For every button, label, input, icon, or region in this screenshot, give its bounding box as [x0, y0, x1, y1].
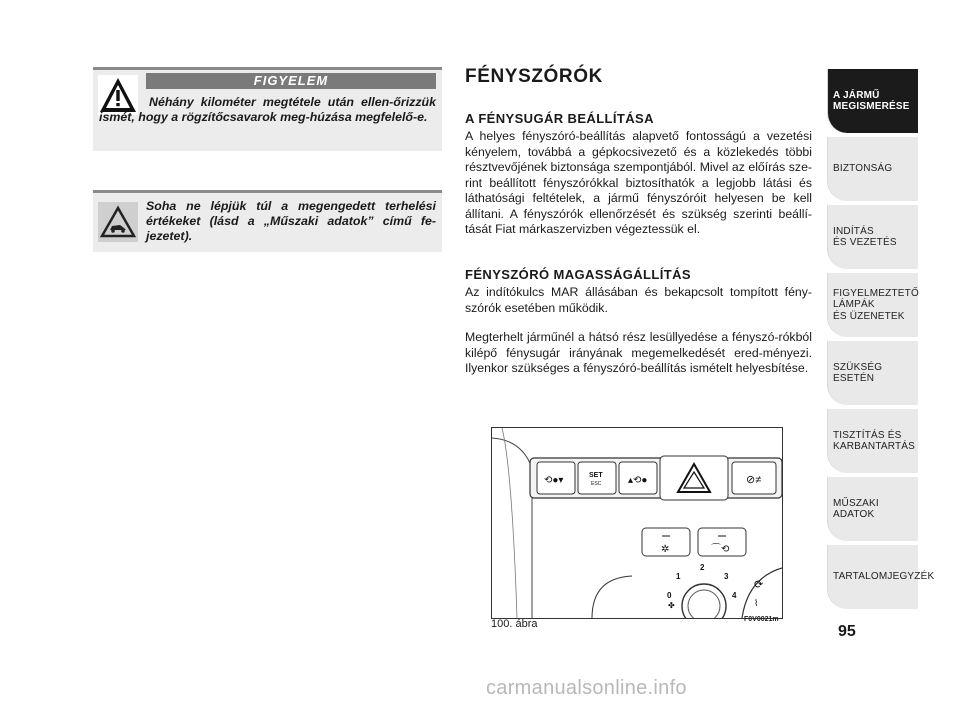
warning-text: Néhány kilométer megtétele után ellen-őrizzük ismét, hogy a rögzítőcsavarok meg-húzása megfelelő-e. [99, 95, 436, 124]
dial-number: 2 [700, 563, 705, 572]
svg-text:✲: ✲ [661, 544, 670, 555]
warning-box-figyelem [93, 67, 442, 151]
svg-text:⌇: ⌇ [754, 598, 759, 608]
svg-text:⟲●▾: ⟲●▾ [544, 475, 564, 486]
svg-text:⌒⟲: ⌒⟲ [711, 544, 730, 555]
tab-safety[interactable]: BIZTONSÁG [827, 137, 918, 201]
page-title: FÉNYSZÓRÓK [465, 66, 603, 87]
dial-number: 4 [732, 591, 737, 600]
paragraph: Az indítókulcs MAR állásában és bekapcsolt tompított fény-szórók esetében működik. [465, 285, 812, 315]
tab-warning-lights[interactable]: FIGYELMEZTETŐ LÁMPÁK ÉS ÜZENETEK [827, 273, 918, 337]
page-number: 95 [838, 623, 856, 640]
figure-code: F0V0021m [744, 616, 779, 623]
car-load-triangle-icon [98, 202, 138, 242]
set-label: SET [589, 472, 603, 479]
tab-vehicle-overview[interactable]: A JÁRMŰ MEGISMERÉSE [827, 69, 918, 133]
tab-technical-data[interactable]: MŰSZAKI ADATOK [827, 477, 918, 541]
section-heading-beam-adjustment: A FÉNYSUGÁR BEÁLLÍTÁSA [465, 111, 654, 126]
tab-emergency[interactable]: SZÜKSÉG ESETÉN [827, 341, 918, 405]
tab-starting-driving[interactable]: INDÍTÁS ÉS VEZETÉS [827, 205, 918, 269]
warning-header: FIGYELEM [146, 73, 436, 89]
svg-text:✤: ✤ [668, 601, 675, 610]
paragraph: A helyes fényszóró-beállítás alapvető fontosságú a vezetési kényelem, továbbá a gépkocsivezető és a közlekedés többi résztvevőjének biztonsága szempontjából. Mivel az előírás sze-rint beállított fényszórókkal biztosíthatók a legjobb látási és láthatósági feltételek, a jármű fényszóróit helyesen be kell állítani. A fényszórók ellenőrzését és szükség szerinti beállí-tását Fiat márkaszervizben végeztessük el. [465, 129, 812, 236]
figure-caption: 100. ábra [491, 618, 538, 630]
divider [93, 67, 442, 70]
dial-number: 1 [676, 572, 681, 581]
paragraph: Megterhelt járműnél a hátsó rész lesüllyedése a fényszó-rókból kilépő fénysugár irányának megemelkedését ered-ményezi. Ilyenkor szükséges a fényszóró-beállítás ismételt helyesbítése. [465, 330, 812, 375]
figure-dashboard-controls [491, 427, 783, 619]
section-heading-height-adjustment: FÉNYSZÓRÓ MAGASSÁGÁLLÍTÁS [465, 267, 691, 282]
tab-maintenance[interactable]: TISZTÍTÁS ÉS KARBANTARTÁS [827, 409, 918, 473]
dial-number: 0 [667, 591, 672, 600]
watermark: carmanualsonline.info [486, 677, 687, 699]
warning-box-load [93, 190, 442, 252]
svg-text:⟳: ⟳ [754, 579, 764, 591]
esc-label: ESC [591, 481, 602, 487]
svg-text:▴⟲●: ▴⟲● [628, 475, 648, 486]
dial-number: 3 [724, 572, 729, 581]
tab-contents[interactable]: TARTALOMJEGYZÉK [827, 545, 918, 609]
svg-text:⊘≠: ⊘≠ [746, 474, 762, 486]
divider [93, 190, 442, 193]
warning-text: Soha ne lépjük túl a megengedett terhelési értékeket (lásd a „Műszaki adatok” című fe-jezetet). [146, 199, 436, 243]
